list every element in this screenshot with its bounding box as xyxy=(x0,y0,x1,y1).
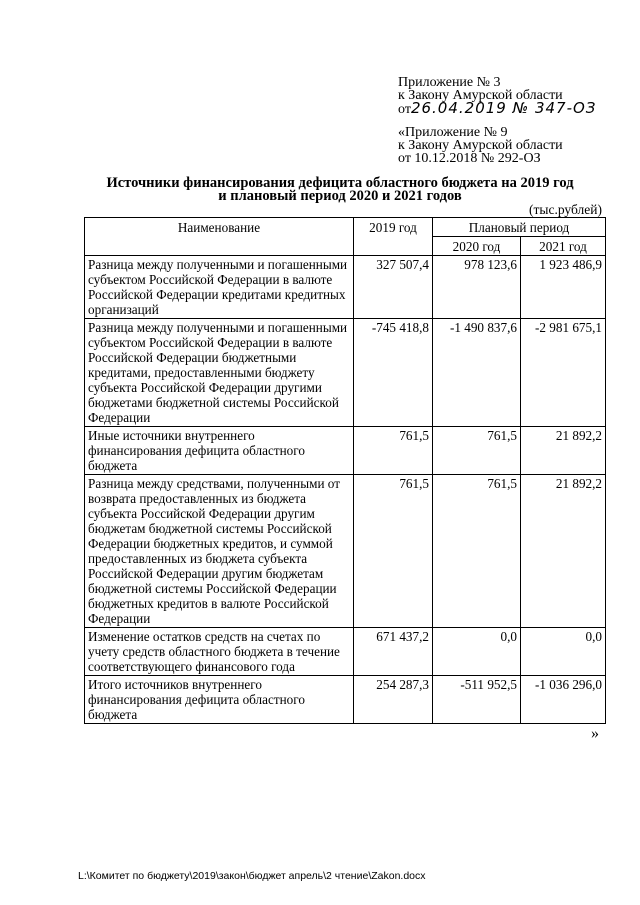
value-2021: 0,0 xyxy=(521,628,606,676)
value-2020: 761,5 xyxy=(433,475,521,628)
old-appendix-number: «Приложение № 9 xyxy=(398,125,508,140)
value-2021: -2 981 675,1 xyxy=(521,319,606,427)
value-2021: -1 036 296,0 xyxy=(521,676,606,724)
value-2019: -745 418,8 xyxy=(354,319,433,427)
old-law-reference: к Закону Амурской области xyxy=(398,138,563,153)
value-2020: 0,0 xyxy=(433,628,521,676)
value-2020: 761,5 xyxy=(433,427,521,475)
row-name: Разница между полученными и погашенными субъектом Российской Федерации в валюте Российской Федерации бюджетными кредитами, предоставленными бюджету субъекта Российской Федерации другими бюджетами бюджетной системы Российской Федерации xyxy=(85,319,354,427)
row-name: Иные источники внутреннего финансирования дефицита областного бюджета xyxy=(85,427,354,475)
file-path-footer: L:\Комитет по бюджету\2019\закон\бюджет апрель\2 чтение\Zakon.docx xyxy=(78,870,426,882)
value-2020: 978 123,6 xyxy=(433,256,521,319)
row-name: Разница между полученными и погашенными субъектом Российской Федерации в валюте Российской Федерации кредитами кредитных организаций xyxy=(85,256,354,319)
value-2019: 327 507,4 xyxy=(354,256,433,319)
column-header-planned-period: Плановый период xyxy=(433,218,606,237)
appendix-number: Приложение № 3 xyxy=(398,75,501,90)
table-row xyxy=(85,256,606,319)
financing-sources-table xyxy=(84,217,606,724)
value-2021: 1 923 486,9 xyxy=(521,256,606,319)
old-law-date: от 10.12.2018 № 292-ОЗ xyxy=(398,151,541,166)
previous-appendix-header xyxy=(398,126,563,165)
table-row-total xyxy=(85,676,606,724)
row-name: Итого источников внутреннего финансирования дефицита областного бюджета xyxy=(85,676,354,724)
table-row xyxy=(85,319,606,427)
value-2021: 21 892,2 xyxy=(521,427,606,475)
value-2019: 761,5 xyxy=(354,427,433,475)
appendix-header xyxy=(398,76,596,116)
value-2019: 671 437,2 xyxy=(354,628,433,676)
column-header-2019: 2019 год xyxy=(354,218,433,256)
units-label: (тыс.рублей) xyxy=(529,202,602,217)
title-line-1: Источники финансирования дефицита областного бюджета на 2019 год xyxy=(106,175,574,191)
document-title xyxy=(60,177,620,203)
column-header-2020: 2020 год xyxy=(433,237,521,256)
value-2019: 761,5 xyxy=(354,475,433,628)
law-date-line xyxy=(398,99,597,117)
row-name: Изменение остатков средств на счетах по учету средств областного бюджета в течение соответствующего финансового года xyxy=(85,628,354,676)
value-2019: 254 287,3 xyxy=(354,676,433,724)
value-2020: -1 490 837,6 xyxy=(433,319,521,427)
column-header-name: Наименование xyxy=(85,218,354,256)
law-reference: к Закону Амурской области xyxy=(398,88,563,103)
handwritten-date-number: 26.04.2019 № 347-ОЗ xyxy=(410,99,597,117)
table-header-row xyxy=(85,218,606,237)
closing-quote: » xyxy=(591,725,599,742)
value-2021: 21 892,2 xyxy=(521,475,606,628)
column-header-2021: 2021 год xyxy=(521,237,606,256)
table-row xyxy=(85,427,606,475)
title-line-2: и плановый период 2020 и 2021 годов xyxy=(218,188,462,204)
row-name: Разница между средствами, полученными от возврата предоставленных из бюджета субъекта Российской Федерации другим бюджетам бюджетной системы Российской Федерации бюджетных кредитов, и суммой предоставленных из бюджета субъекта Российской Федерации другим бюджетам бюджетной системы Российской Федерации бюджетных кредитов в валюте Российской Федерации xyxy=(85,475,354,628)
table-row xyxy=(85,628,606,676)
table-row xyxy=(85,475,606,628)
from-prefix: от xyxy=(398,102,411,117)
value-2020: -511 952,5 xyxy=(433,676,521,724)
